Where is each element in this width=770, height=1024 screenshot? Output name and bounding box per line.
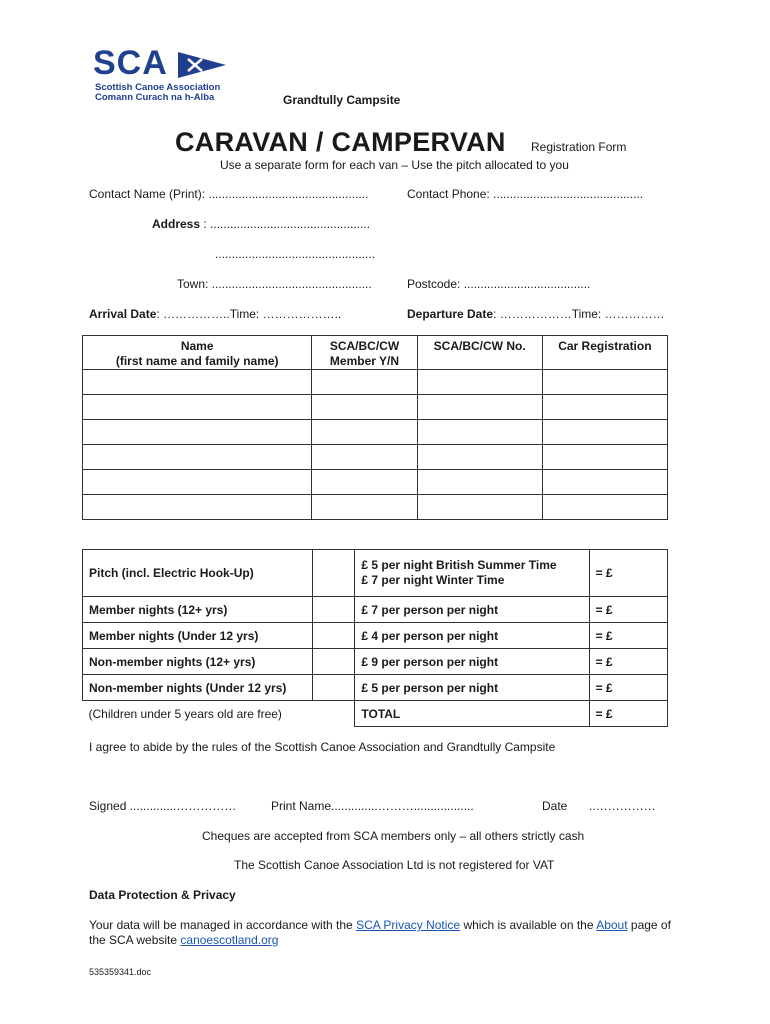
contact-name-field: Contact Name (Print): ................................................ — [89, 187, 369, 201]
car-registration-cell[interactable] — [542, 395, 667, 420]
charge-qty-cell[interactable] — [313, 550, 355, 597]
number-cell[interactable] — [417, 395, 542, 420]
charge-qty-cell[interactable] — [313, 649, 355, 675]
charges-table — [82, 549, 668, 727]
member-cell[interactable] — [312, 495, 417, 520]
privacy-notice-link[interactable]: SCA Privacy Notice — [356, 918, 461, 932]
member-cell[interactable] — [312, 445, 417, 470]
sca-logo-text: SCA — [93, 44, 168, 82]
table-row — [83, 370, 668, 395]
car-registration-cell[interactable] — [542, 370, 667, 395]
name-cell[interactable] — [83, 470, 312, 495]
privacy-text: Your data will be managed in accordance with the — [89, 918, 357, 932]
name-cell[interactable] — [83, 420, 312, 445]
charge-row-pitch — [83, 550, 668, 597]
number-cell[interactable] — [417, 495, 542, 520]
privacy-heading: Data Protection & Privacy — [89, 888, 236, 902]
title-suffix: Registration Form — [531, 140, 627, 154]
name-cell[interactable] — [83, 495, 312, 520]
charge-row — [83, 649, 668, 675]
address-line2: ................................................ — [215, 247, 376, 261]
arrival-label: Arrival Date — [89, 307, 157, 321]
people-table-header — [83, 336, 668, 370]
page-title: CARAVAN / CAMPERVAN — [175, 127, 506, 157]
arrival-rest: : ……………..Time: ……………….. — [156, 307, 342, 321]
date-label: Date — [542, 799, 568, 813]
charge-row — [83, 675, 668, 701]
name-cell[interactable] — [83, 395, 312, 420]
doc-reference: 535359341.doc — [89, 967, 152, 977]
departure-rest: : ………………Time: …………… — [493, 307, 665, 321]
header-member: SCA/BC/CW Member Y/N — [312, 336, 417, 370]
charge-total-cell[interactable]: = £ — [589, 649, 667, 675]
car-registration-cell[interactable] — [542, 495, 667, 520]
charge-qty-cell[interactable] — [313, 623, 355, 649]
cheques-note: Cheques are accepted from SCA members only – all others strictly cash — [202, 829, 585, 843]
charge-rate: £ 9 per person per night — [355, 649, 589, 675]
table-row — [83, 470, 668, 495]
date-field: ..…………… — [589, 799, 656, 813]
charge-total-cell[interactable]: = £ — [589, 597, 667, 623]
number-cell[interactable] — [417, 420, 542, 445]
grand-total-cell[interactable]: = £ — [589, 701, 667, 727]
car-registration-cell[interactable] — [542, 420, 667, 445]
table-row — [83, 445, 668, 470]
privacy-text: page of — [627, 918, 671, 932]
charge-total-cell[interactable]: = £ — [589, 623, 667, 649]
address-line1: : ................................................ — [200, 217, 371, 231]
charge-rate: £ 5 per person per night — [355, 675, 589, 701]
table-row — [83, 420, 668, 445]
privacy-line1 — [89, 918, 671, 932]
privacy-text: the SCA website — [89, 933, 181, 947]
subtitle: Use a separate form for each van – Use the pitch allocated to you — [220, 158, 569, 172]
agreement-text: I agree to abide by the rules of the Scottish Canoe Association and Grandtully Campsite — [89, 740, 556, 754]
table-row — [83, 495, 668, 520]
vat-note: The Scottish Canoe Association Ltd is not registered for VAT — [234, 858, 555, 872]
people-table — [82, 335, 668, 520]
total-row — [83, 701, 668, 727]
charge-rate-summer: £ 5 per night British Summer Time — [361, 558, 557, 572]
about-link[interactable]: About — [596, 918, 628, 932]
charge-total-cell[interactable]: = £ — [589, 675, 667, 701]
contact-phone-field: Contact Phone: ............................................. — [407, 187, 644, 201]
arrival-field — [89, 307, 341, 321]
privacy-text: which is available on the — [460, 918, 597, 932]
header-name: Name (first name and family name) — [83, 336, 312, 370]
departure-field — [407, 307, 665, 321]
charge-rate — [355, 550, 589, 597]
car-registration-cell[interactable] — [542, 445, 667, 470]
charge-qty-cell[interactable] — [313, 597, 355, 623]
address-label: Address — [152, 217, 201, 231]
charge-rate: £ 4 per person per night — [355, 623, 589, 649]
charge-row — [83, 623, 668, 649]
charge-rate-winter: £ 7 per night Winter Time — [361, 573, 505, 587]
charge-item: Non-member nights (Under 12 yrs) — [83, 675, 313, 701]
number-cell[interactable] — [417, 370, 542, 395]
charge-item: Member nights (Under 12 yrs) — [83, 623, 313, 649]
charge-row — [83, 597, 668, 623]
address-field — [152, 217, 370, 231]
logo-line2: Comann Curach na h-Alba — [95, 92, 215, 103]
charge-rate: £ 7 per person per night — [355, 597, 589, 623]
logo-line1: Scottish Canoe Association — [95, 82, 221, 93]
table-row — [83, 395, 668, 420]
campsite-name: Grandtully Campsite — [283, 93, 401, 107]
print-name-field: Print Name..............……….................. — [271, 799, 474, 813]
member-cell[interactable] — [312, 395, 417, 420]
saltire-flag-icon — [178, 50, 228, 80]
number-cell[interactable] — [417, 470, 542, 495]
name-cell[interactable] — [83, 445, 312, 470]
blank-cell — [313, 701, 355, 727]
car-registration-cell[interactable] — [542, 470, 667, 495]
charge-total-cell[interactable]: = £ — [589, 550, 667, 597]
member-cell[interactable] — [312, 370, 417, 395]
charge-item: Pitch (incl. Electric Hook-Up) — [83, 550, 313, 597]
charge-qty-cell[interactable] — [313, 675, 355, 701]
signed-field: Signed ..............…………… — [89, 799, 237, 813]
name-cell[interactable] — [83, 370, 312, 395]
town-field: Town: ................................................ — [177, 277, 372, 291]
member-cell[interactable] — [312, 470, 417, 495]
charge-item: Member nights (12+ yrs) — [83, 597, 313, 623]
number-cell[interactable] — [417, 445, 542, 470]
header-car-registration: Car Registration — [542, 336, 667, 370]
departure-label: Departure Date — [407, 307, 494, 321]
charge-item: Non-member nights (12+ yrs) — [83, 649, 313, 675]
member-cell[interactable] — [312, 420, 417, 445]
children-note: (Children under 5 years old are free) — [88, 706, 282, 721]
privacy-line2 — [89, 933, 278, 947]
header-number: SCA/BC/CW No. — [417, 336, 542, 370]
postcode-field: Postcode: ...................................... — [407, 277, 591, 291]
total-label: TOTAL — [355, 701, 589, 727]
website-link[interactable]: canoescotland.org — [180, 933, 279, 947]
